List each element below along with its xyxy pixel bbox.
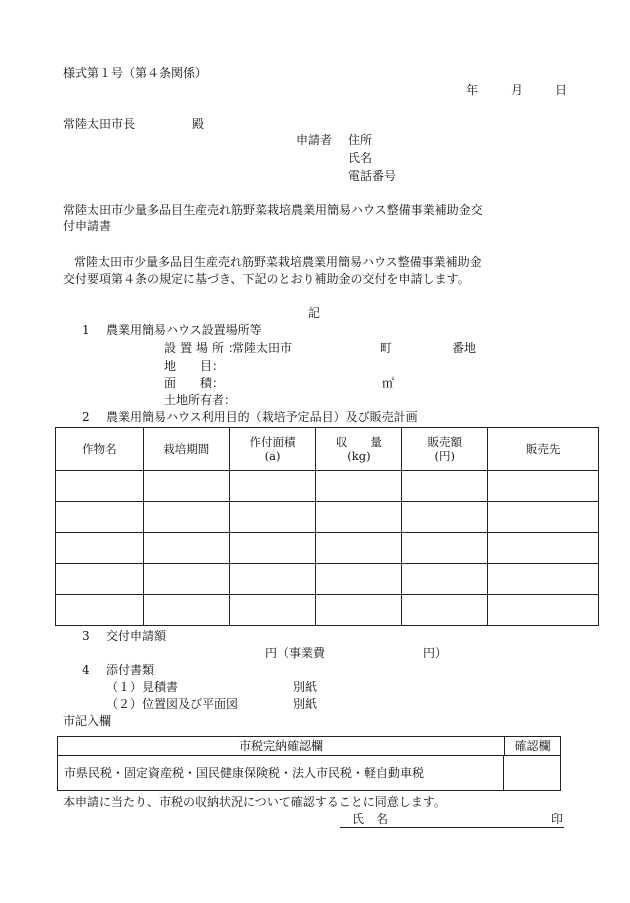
consent-statement: 本申請に当たり、市税の収納状況について確認することに同意します。 <box>63 795 446 809</box>
table-cell[interactable] <box>402 471 488 502</box>
table-cell[interactable] <box>229 471 316 502</box>
confirm-cell[interactable] <box>505 756 560 790</box>
table-cell[interactable] <box>488 564 599 595</box>
section1-number: 1 <box>82 323 90 337</box>
table-cell[interactable] <box>229 502 316 533</box>
document-title-line1: 常陸太田市少量多品目生産売れ筋野菜栽培農業用簡易ハウス整備事業補助金交 <box>63 203 483 217</box>
table-cell[interactable] <box>229 564 316 595</box>
table-header-row <box>56 428 599 471</box>
table-cell[interactable] <box>402 564 488 595</box>
section3-number: 3 <box>82 629 90 643</box>
location-label: 設置場所： <box>164 341 245 355</box>
table-cell[interactable] <box>402 502 488 533</box>
column-header-crop: 作物名 <box>56 428 144 471</box>
land-owner-label: 土地所有者： <box>164 393 237 407</box>
area-label: 面 積： <box>164 376 225 390</box>
table-cell[interactable] <box>488 502 599 533</box>
date-month-label: 月 <box>511 83 524 97</box>
intro-line2: 交付要項第４条の規定に基づき、下記のとおり補助金の交付を申請します。 <box>63 272 470 286</box>
section2-number: 2 <box>82 410 90 424</box>
date-year-label: 年 <box>466 83 479 97</box>
tax-header: 市税完納確認欄 <box>58 737 505 756</box>
document-title-line2: 付申請書 <box>63 219 112 233</box>
table-row <box>56 502 599 533</box>
signature-name-label: 氏 名 <box>352 812 389 826</box>
honorific: 殿 <box>192 117 205 131</box>
amount-unit-label: 円（事業費 <box>265 646 326 660</box>
table-cell[interactable] <box>56 533 144 564</box>
table-cell[interactable] <box>56 564 144 595</box>
table-cell[interactable] <box>143 471 229 502</box>
table-row <box>56 595 599 626</box>
column-header-yield: 収 量 (kg) <box>316 428 402 471</box>
column-header-period: 栽培期間 <box>143 428 229 471</box>
table-cell[interactable] <box>143 533 229 564</box>
attachment-estimate: （１）見積書 <box>106 680 179 694</box>
tax-list: 市県民税・固定資産税・国民健康保険税・法人市民税・軽自動車税 <box>58 756 504 790</box>
table-cell[interactable] <box>316 502 402 533</box>
table-cell[interactable] <box>56 595 144 626</box>
cost-unit-label: 円） <box>423 646 448 660</box>
table-row <box>56 564 599 595</box>
section1-title: 農業用簡易ハウス設置場所等 <box>106 323 262 337</box>
table-cell[interactable] <box>143 502 229 533</box>
seal-mark: 印 <box>551 812 564 826</box>
applicant-label: 申請者 <box>296 133 333 147</box>
table-cell[interactable] <box>488 471 599 502</box>
attachment-map-note: 別紙 <box>293 697 318 711</box>
table-row <box>56 533 599 564</box>
table-cell[interactable] <box>402 595 488 626</box>
table-cell[interactable] <box>143 564 229 595</box>
location-city: 常陸太田市 <box>232 341 293 355</box>
land-category-label: 地 目： <box>164 359 225 373</box>
signature-underline <box>340 827 564 828</box>
table-cell[interactable] <box>316 595 402 626</box>
section2-title: 農業用簡易ハウス利用目的（栽培予定品目）及び販売計画 <box>106 410 418 424</box>
table-cell[interactable] <box>488 595 599 626</box>
date-day-label: 日 <box>555 83 568 97</box>
address-label: 住所 <box>348 133 373 147</box>
attachment-estimate-note: 別紙 <box>293 680 318 694</box>
ki-mark: 記 <box>308 306 321 320</box>
intro-line1: 常陸太田市少量多品目生産売れ筋野菜栽培農業用簡易ハウス整備事業補助金 <box>74 255 482 269</box>
table-cell[interactable] <box>56 471 144 502</box>
phone-label: 電話番号 <box>348 169 397 183</box>
table-cell[interactable] <box>56 502 144 533</box>
section3-title: 交付申請額 <box>106 629 167 643</box>
column-header-sales: 販売額 (円) <box>402 428 488 471</box>
table-cell[interactable] <box>229 533 316 564</box>
confirm-header: 確認欄 <box>505 737 560 756</box>
table-cell[interactable] <box>316 471 402 502</box>
area-unit: ㎡ <box>382 376 395 390</box>
table-cell[interactable] <box>143 595 229 626</box>
table-cell[interactable] <box>488 533 599 564</box>
city-use-label: 市記入欄 <box>63 714 112 728</box>
table-row <box>56 471 599 502</box>
form-number: 様式第１号（第４条関係） <box>63 66 208 80</box>
table-cell[interactable] <box>316 564 402 595</box>
sales-plan-table <box>55 427 599 626</box>
column-header-buyer: 販売先 <box>488 428 599 471</box>
section4-number: 4 <box>82 663 90 677</box>
attachment-map: （２）位置図及び平面図 <box>106 697 239 711</box>
name-label: 氏名 <box>348 151 373 165</box>
location-number: 番地 <box>452 341 477 355</box>
table-cell[interactable] <box>316 533 402 564</box>
location-town: 町 <box>380 341 393 355</box>
table-cell[interactable] <box>402 533 488 564</box>
section4-title: 添付書類 <box>106 663 155 677</box>
column-header-area: 作付面積 (a) <box>229 428 316 471</box>
addressee: 常陸太田市長 <box>63 117 136 131</box>
table-cell[interactable] <box>229 595 316 626</box>
tax-confirmation-table <box>57 736 561 791</box>
